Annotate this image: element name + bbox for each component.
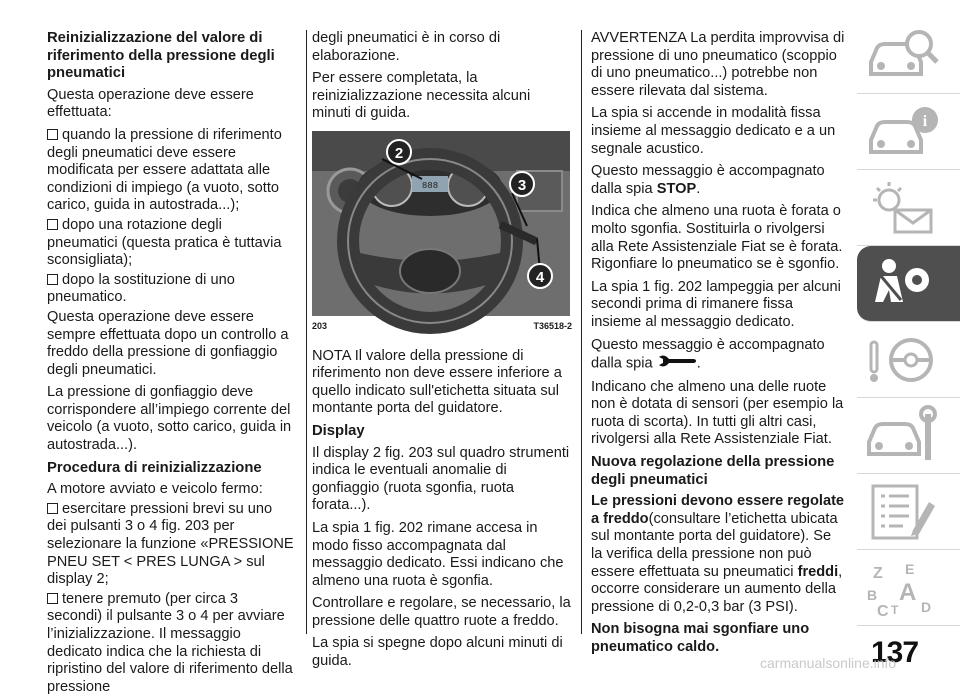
checklist-icon (863, 480, 943, 544)
svg-text:E: E (905, 561, 915, 577)
display-digits: 888 (421, 180, 439, 191)
paragraph: Controllare e regolare, se necessario, la pressione delle quattro ruote a freddo. (312, 595, 571, 629)
paragraph: La spia si spegne dopo alcuni minuti di guida. (312, 635, 563, 670)
wrench-icon (657, 354, 697, 374)
svg-text:A: A (899, 579, 917, 606)
dashboard-figure (312, 131, 570, 316)
paragraph: Questa operazione deve essere sempre effettuata dopo un controllo a freddo della pressione di gonfiaggio degli pneumatici. (47, 308, 289, 378)
car-search-icon (863, 24, 943, 88)
checkbox-bullet-icon (47, 593, 58, 604)
bullet-item: dopo una rotazione degli pneumatici (questa pratica è tuttavia sconsigliata); (47, 216, 282, 269)
tab-index[interactable] (857, 550, 960, 626)
svg-text:C: C (877, 603, 889, 620)
svg-text:D: D (921, 599, 932, 615)
checkbox-bullet-icon (47, 219, 58, 230)
paragraph: degli pneumatici è in corso di elaborazione. (312, 30, 501, 64)
bullet-item: tenere premuto (per circa 3 secondi) il pulsante 3 o 4 per avviare l’inizializzazione. Il messaggio dedicato indica che la richiesta di ripristino del valore di riferimento della pressione (47, 590, 293, 695)
paragraph: Indicano che almeno una delle ruote non è dotata di sensori (per esempio la ruota di scorta). In tutti gli altri casi, rivolgersi alla Rete Assistenziale Fiat. (591, 378, 844, 448)
chapter-sidebar (857, 18, 960, 626)
figure-number: 203 (312, 320, 328, 331)
callout-number: 4 (527, 263, 553, 289)
tab-car-info[interactable] (857, 94, 960, 170)
paragraph: La pressione di gonfiaggio deve corrispondere all’impiego corrente del veicolo (a vuoto, sotto carico, guida in autostrada...). (47, 384, 292, 454)
section-heading: Nuova regolazione della pressione degli pneumatici (591, 454, 835, 488)
checkbox-bullet-icon (47, 129, 58, 140)
column-1 (47, 30, 295, 698)
note-paragraph: NOTA Il valore della pressione di riferimento non deve essere inferiore a quello indicato sull'etichetta situata sul montante porta del guidatore. (312, 347, 562, 417)
paragraph: Il display 2 fig. 203 sul quadro strumenti indica le eventuali anomalie di gonfiaggio (ruota sgonfia, ruota forata...). (312, 444, 570, 514)
page-number: 137 (871, 636, 919, 669)
paragraph: A motore avviato e veicolo fermo: (47, 481, 263, 498)
svg-text:B: B (867, 587, 878, 603)
section-heading: Procedura di reinizializzazione (47, 459, 262, 476)
car-info-icon (863, 100, 943, 164)
paragraph: Per essere completata, la reinizializzazione necessita alcuni minuti di guida. (312, 70, 531, 122)
paragraph: Questa operazione deve essere effettuata: (47, 86, 254, 121)
bullet-item: esercitare pressioni brevi su uno dei pulsanti 3 o 4 fig. 203 per selezionare la funzione «PRESSIONE PNEU SET < PRES LUNGA > sul display 2; (47, 500, 294, 588)
tab-warning-lights[interactable] (857, 170, 960, 246)
paragraph: Questo messaggio è accompagnato dalla spia STOP. (591, 163, 825, 197)
section-heading: Reinizializzazione del valore di riferimento della pressione degli pneumatici (47, 30, 275, 82)
svg-text:T: T (891, 603, 899, 617)
paragraph: Indica che almeno una ruota è forata o molto sgonfia. Sostituirla o rivolgersi alla Rete Assistenziale Fiat se è forata. Rigonfiare lo pneumatico se è sgonfio. (591, 203, 843, 273)
column-divider (581, 30, 582, 634)
callout-number: 3 (509, 171, 535, 197)
warning-lights-icon (863, 176, 943, 240)
tab-car-search[interactable] (857, 18, 960, 94)
column-3 (591, 30, 846, 662)
callout-number: 2 (386, 139, 412, 165)
svg-text:Z: Z (873, 565, 883, 582)
seatbelt-airbag-icon (863, 252, 943, 316)
index-letters-icon (863, 556, 943, 620)
figure-code: T36518-2 (533, 320, 572, 331)
paragraph: Le pressioni devono essere regolate a freddo(consultare l’etichetta ubicata sul montante porta del guidatore). Se la verifica della pressione non può essere effettuata su pneumatici freddi, occorre considerare un aumento della pressione di 0,2-0,3 bar (3 PSI). (591, 493, 845, 615)
bullet-item: quando la pressione di riferimento degli pneumatici deve essere modificata per essere adattata alle condizioni di impiego (a vuoto, sotto carico, guida in autostrada...); (47, 126, 282, 214)
tab-steering[interactable] (857, 322, 960, 398)
stop-label: STOP (656, 180, 697, 197)
checkbox-bullet-icon (47, 274, 58, 285)
paragraph: La spia si accende in modalità fissa insieme al messaggio dedicato e a un segnale acustico. (591, 105, 836, 157)
watermark-text: carmanualsonline.info (760, 655, 897, 671)
column-divider (306, 30, 307, 634)
tab-seatbelt-airbag[interactable] (857, 246, 960, 322)
warning-paragraph: AVVERTENZA La perdita improvvisa di pressione di uno pneumatico (scoppio di uno pneumatico...) potrebbe non essere rilevata dal sistema. (591, 30, 845, 99)
checkbox-bullet-icon (47, 503, 58, 514)
steering-wheel-illustration (312, 131, 570, 316)
paragraph: La spia 1 fig. 202 rimane accesa in modo fisso accompagnata dal messaggio dedicato. Essi indicano che almeno una ruota è sgonfia. (312, 519, 564, 589)
closing-note: Non bisogna mai sgonfiare uno pneumatico caldo. (591, 621, 810, 655)
tab-checklist[interactable] (857, 474, 960, 550)
car-wrench-icon (863, 404, 943, 468)
paragraph: Questo messaggio è accompagnato dalla spia . (591, 336, 825, 372)
steering-icon (863, 328, 943, 392)
tab-car-wrench[interactable] (857, 398, 960, 474)
paragraph: La spia 1 fig. 202 lampeggia per alcuni secondi prima di rimanere fissa insieme al messaggio dedicato. (591, 278, 841, 330)
svg-text:i: i (922, 113, 928, 130)
section-heading: Display (312, 422, 365, 439)
bullet-item: dopo la sostituzione di uno pneumatico. (47, 271, 235, 306)
column-2 (312, 30, 572, 676)
